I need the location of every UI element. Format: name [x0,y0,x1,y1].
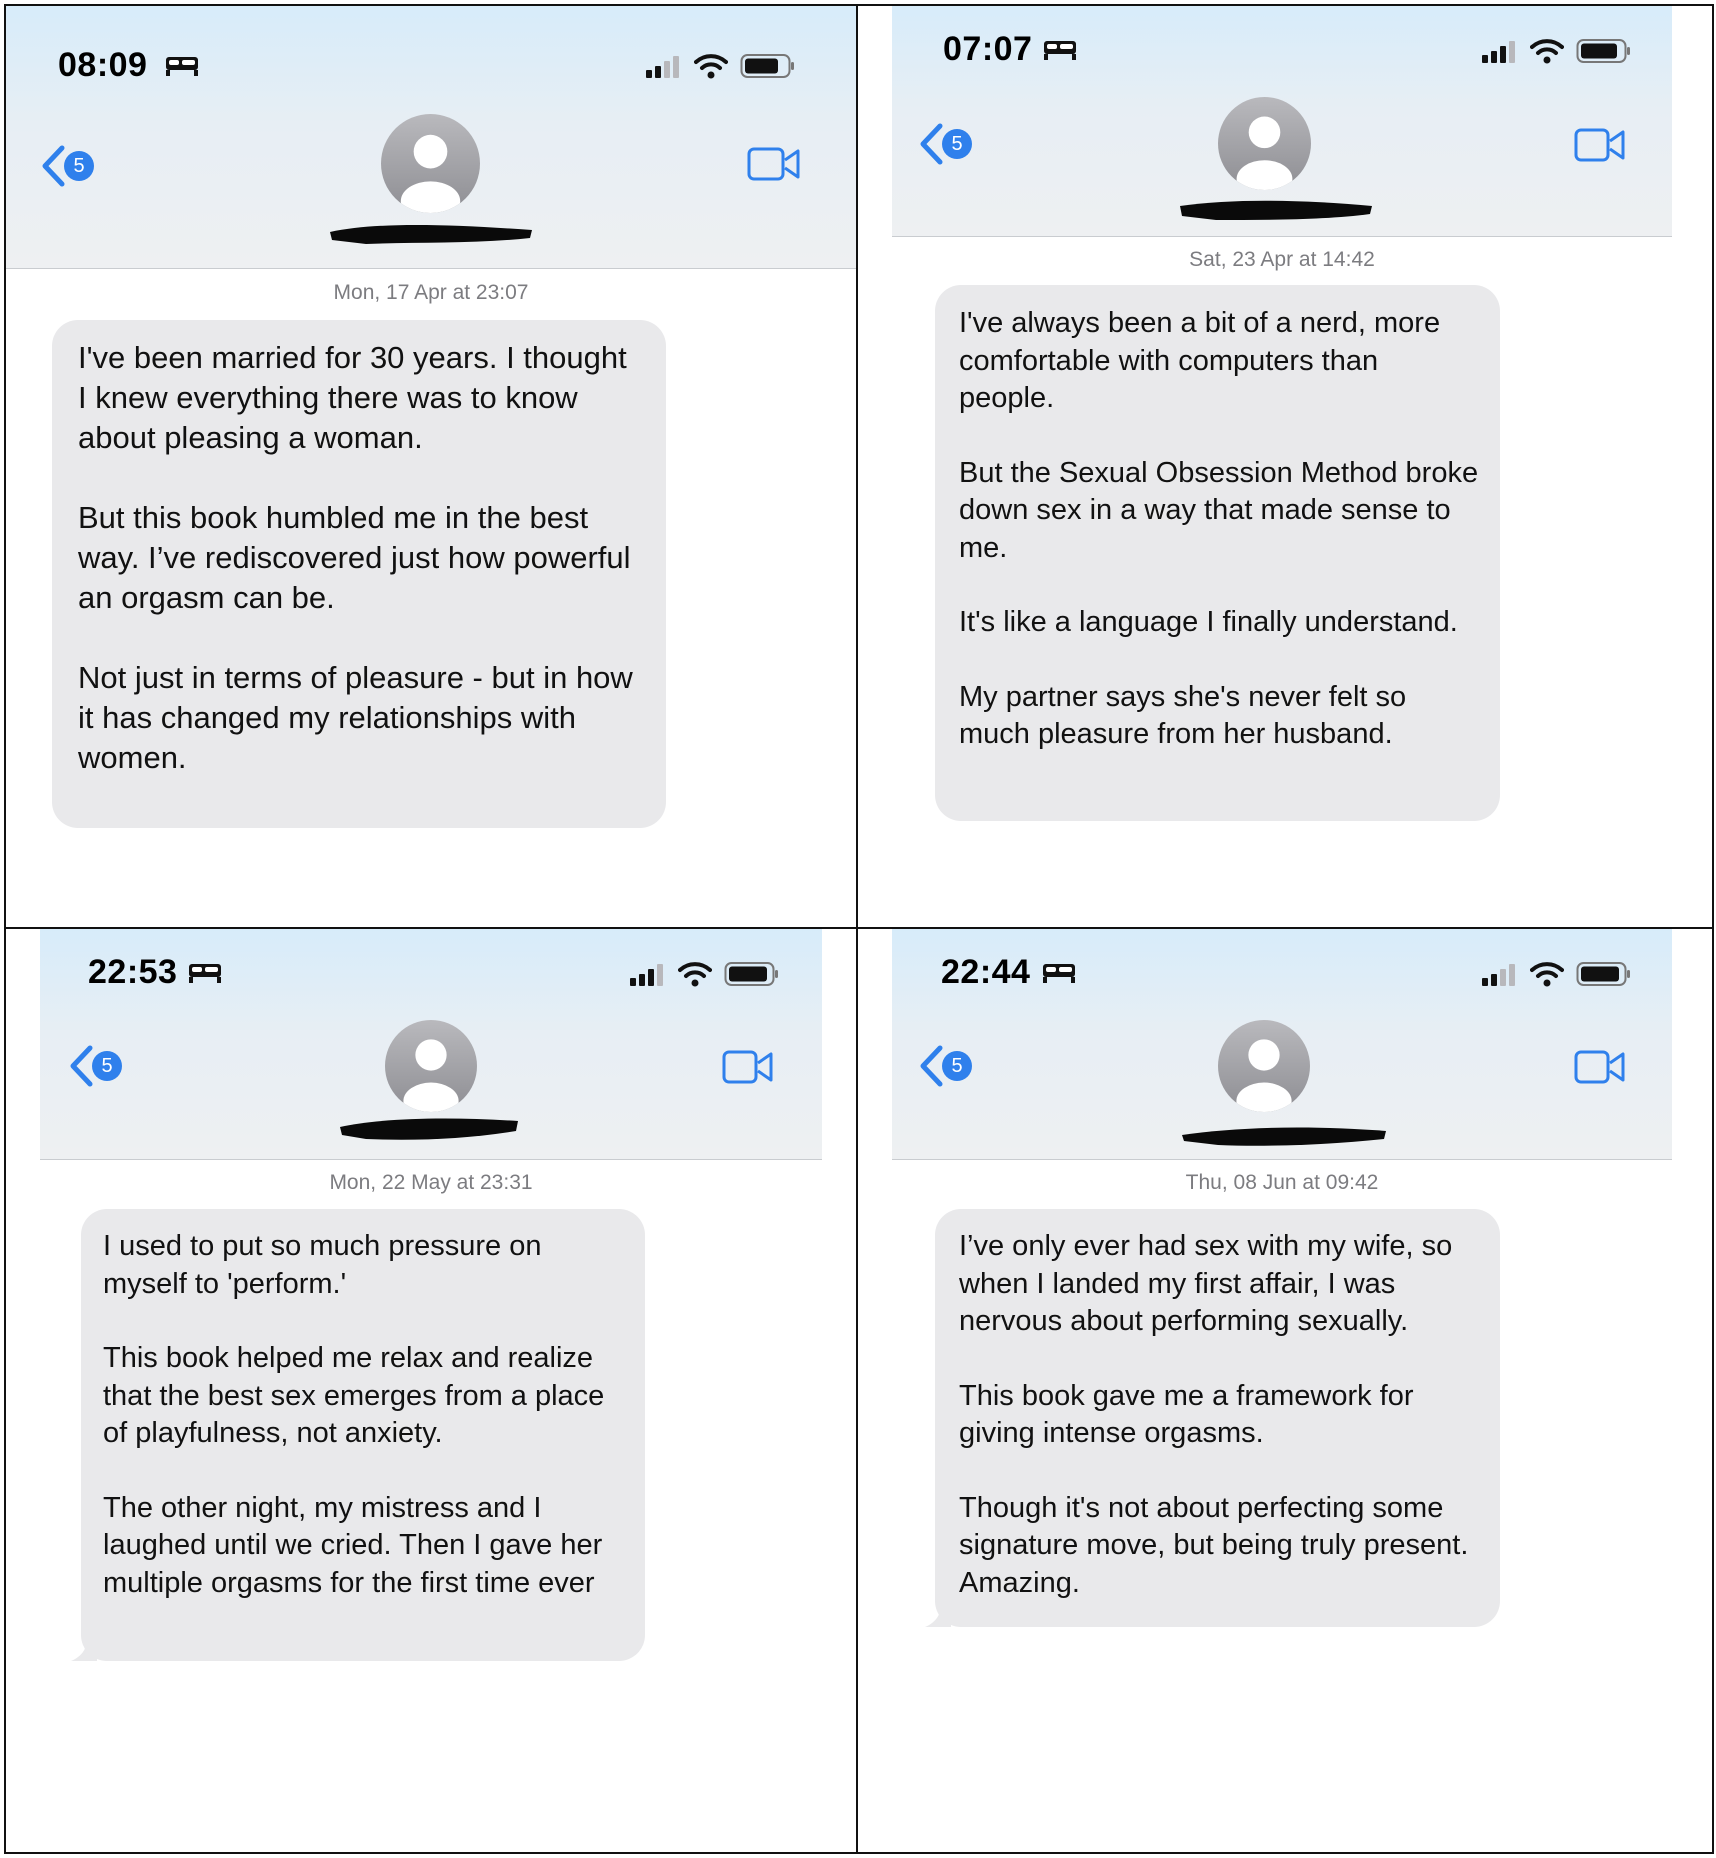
message-paragraph: I’ve only ever had sex with my wife, so when I landed my first affair, I was nervous about performing sexually. [959,1230,1453,1337]
status-clock: 08:09 [58,46,148,84]
chevron-left-icon [918,1045,944,1087]
message-paragraph: This book gave me a framework for giving intense orgasms. [959,1379,1414,1449]
unread-count-badge: 5 [942,129,972,159]
message-paragraph: The other night, my mistress and I laughed until we cried. Then I gave her multiple orgasms for the first time ever [103,1491,603,1599]
message-timestamp: Thu, 08 Jun at 09:42 [1185,1171,1379,1194]
message-paragraph: But the Sexual Obsession Method broke down sex in a way that made sense to me. [959,456,1479,564]
message-paragraph: But this book humbled me in the best way. I’ve rediscovered just how powerful an orgasm can be. [78,500,631,615]
message-paragraph: I've been married for 30 years. I thought I knew everything there was to know about pleasing a woman. [78,340,627,455]
signal-icon [1482,39,1518,63]
status-clock: 22:44 [941,953,1031,991]
message-paragraph: This book helped me relax and realize that the best sex emerges from a place of playfulness, not anxiety. [103,1342,605,1449]
conversation-header [892,6,1672,237]
contact-avatar[interactable] [1218,97,1311,190]
status-icons [630,960,780,988]
grid-border-bottom [4,1852,1714,1854]
bubble-tail [71,1639,97,1661]
status-icons [1482,37,1632,65]
conversation-header [40,929,822,1160]
status-icons [646,52,796,80]
conversation-header [892,929,1672,1160]
unread-count-badge: 5 [942,1051,972,1081]
message-screenshot-2 [858,6,1712,927]
message-paragraph: I've always been a bit of a nerd, more comfortable with computers than people. [959,307,1441,414]
message-screenshot-1 [6,6,856,927]
status-icons [1482,960,1632,988]
bed-icon [1041,960,1077,984]
contact-avatar[interactable] [1218,1020,1310,1112]
message-bubble [935,285,1500,821]
chevron-left-icon [40,145,66,187]
person-icon [1218,97,1311,190]
video-camera-icon[interactable] [747,146,801,182]
bed-icon [187,960,223,984]
person-icon [385,1020,477,1112]
video-camera-icon[interactable] [1574,127,1626,163]
message-bubble [52,320,666,828]
message-paragraph: My partner says she's never felt so much pleasure from her husband. [959,680,1407,750]
battery-icon [724,960,780,988]
message-screenshot-4 [858,929,1712,1852]
status-clock: 07:07 [943,30,1033,68]
contact-avatar[interactable] [385,1020,477,1112]
message-timestamp: Sat, 23 Apr at 14:42 [1189,248,1375,271]
signal-icon [646,54,682,78]
wifi-icon [1530,961,1564,987]
contact-name-redaction [326,220,536,250]
back-button[interactable] [68,1045,122,1087]
chevron-left-icon [68,1045,94,1087]
grid-border-right [1712,4,1714,1854]
message-timestamp: Mon, 17 Apr at 23:07 [333,281,529,304]
message-screenshot-3 [6,929,856,1852]
back-button[interactable] [40,145,94,187]
message-bubble [81,1209,645,1661]
conversation-header [6,6,856,269]
person-icon [381,114,480,213]
video-camera-icon[interactable] [722,1049,774,1085]
contact-name-redaction [336,1113,522,1145]
message-paragraph: Not just in terms of pleasure - but in how it has changed my relationships with women. [78,660,633,775]
back-button[interactable] [918,123,972,165]
signal-icon [1482,962,1518,986]
back-button[interactable] [918,1045,972,1087]
person-icon [1218,1020,1310,1112]
bubble-tail [925,1605,951,1627]
battery-icon [1576,960,1632,988]
video-camera-icon[interactable] [1574,1049,1626,1085]
message-paragraph: It's like a language I finally understand. [959,606,1458,638]
wifi-icon [1530,38,1564,64]
message-timestamp: Mon, 22 May at 23:31 [329,1171,533,1194]
message-bubble [935,1209,1500,1627]
wifi-icon [678,961,712,987]
status-clock: 22:53 [88,953,178,991]
chevron-left-icon [918,123,944,165]
signal-icon [630,962,666,986]
message-paragraph: I used to put so much pressure on myself to 'perform.' [103,1230,542,1300]
battery-icon [740,52,796,80]
battery-icon [1576,37,1632,65]
bed-icon [164,53,200,77]
wifi-icon [694,53,728,79]
unread-count-badge: 5 [64,151,94,181]
message-paragraph: Though it's not about perfecting some signature move, but being truly present. Amazing. [959,1491,1469,1599]
contact-name-redaction [1178,1121,1390,1151]
contact-avatar[interactable] [381,114,480,213]
bed-icon [1042,37,1078,61]
unread-count-badge: 5 [92,1051,122,1081]
contact-name-redaction [1176,196,1376,226]
